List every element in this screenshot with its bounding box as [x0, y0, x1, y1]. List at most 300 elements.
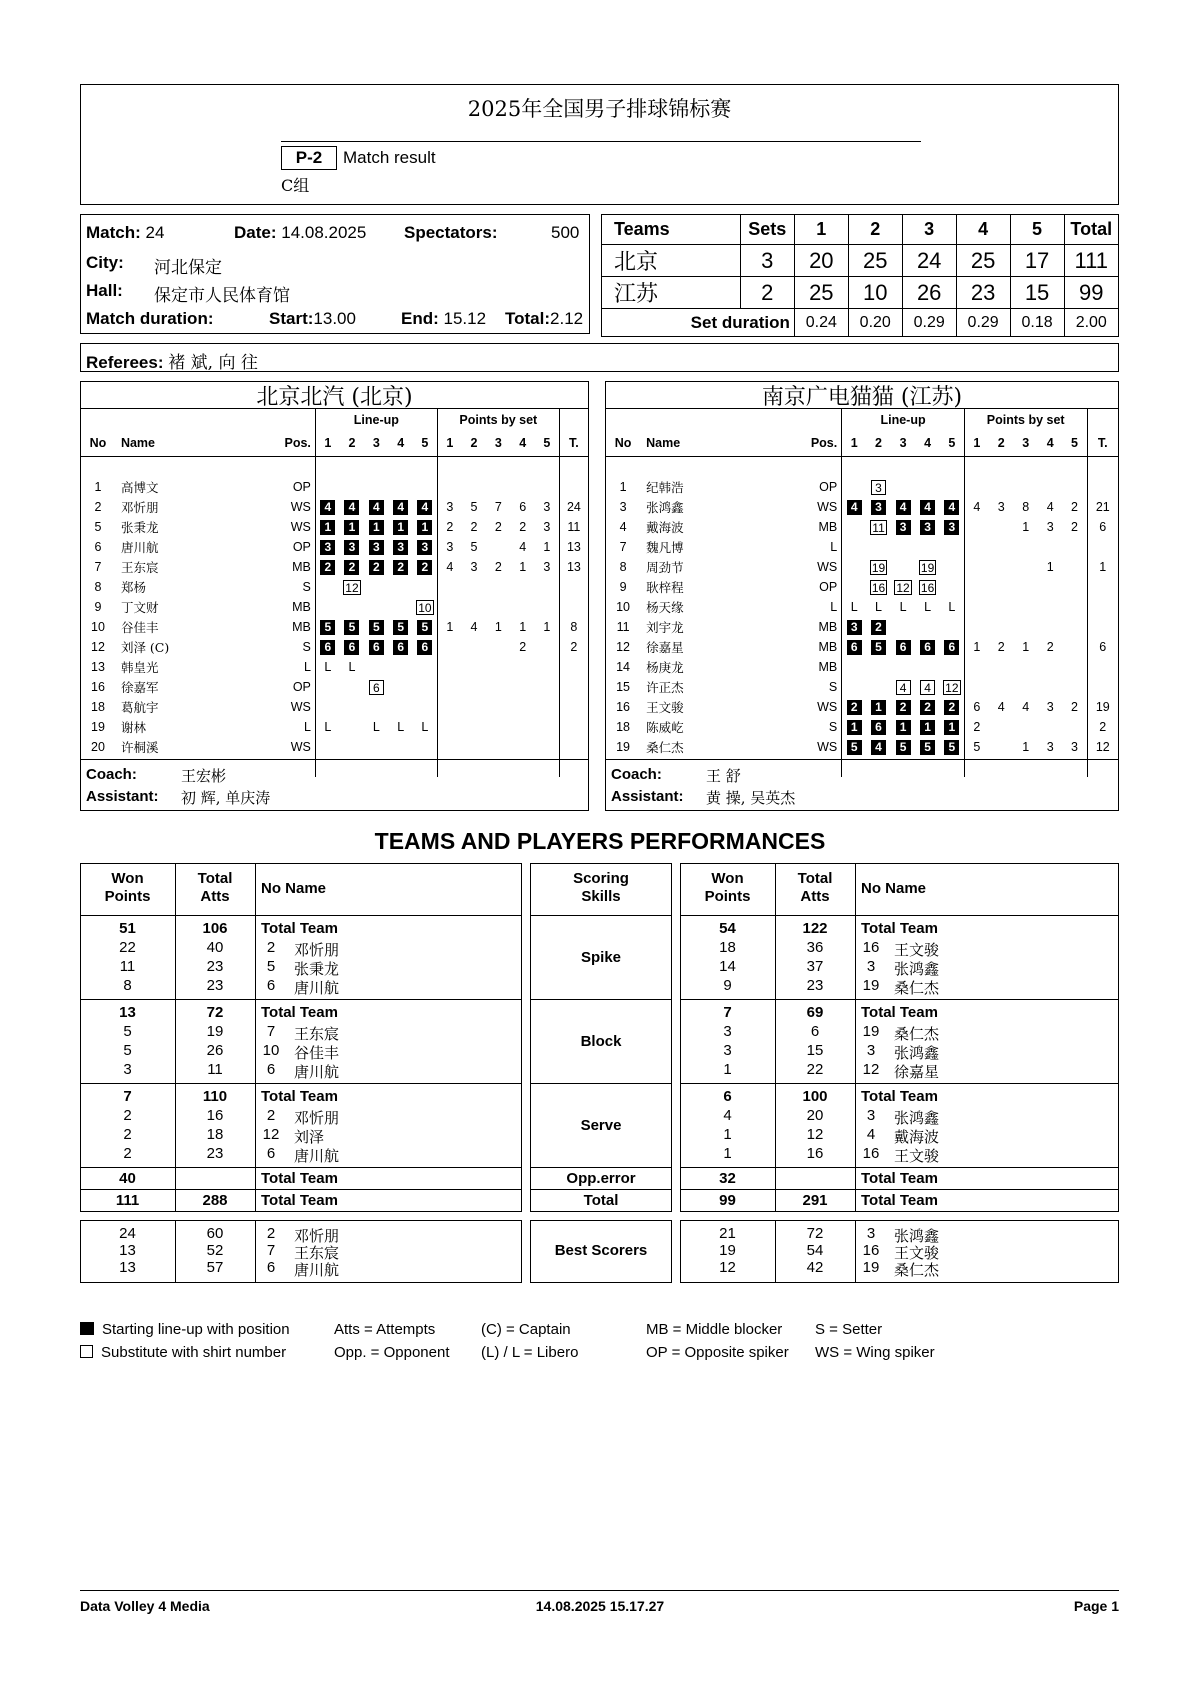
lineup-cell [891, 697, 916, 717]
starting-position-box: 2 [920, 700, 935, 715]
lineup-cell [940, 617, 965, 637]
player-row [606, 597, 1118, 617]
lineup-cell [315, 577, 339, 597]
set-points-cell [1063, 617, 1088, 637]
column-header: 1 [437, 431, 461, 457]
lineup-cell [389, 697, 413, 717]
lineup-cell [340, 617, 364, 637]
player-name-cell: 唐川航 [294, 1063, 340, 1081]
player-number: 10 [91, 620, 105, 634]
lineup-cell [389, 637, 413, 657]
best-player-name: 唐川航 [294, 1261, 340, 1279]
player-number-cell: 19 [862, 1023, 880, 1040]
set-points-cell [1013, 477, 1038, 497]
player-row [606, 737, 1118, 757]
lineup-cell [413, 597, 437, 617]
starting-position-box: 5 [847, 740, 862, 755]
starting-position-box: 1 [896, 720, 911, 735]
best-atts-cell: 57 [206, 1259, 224, 1276]
lineup-cell [340, 677, 364, 697]
column-header: 2 [875, 436, 882, 451]
set-points-cell [437, 597, 461, 617]
set-points-cell [989, 537, 1014, 557]
won-points-cell: 7 [723, 1004, 732, 1021]
set-points-cell [1013, 617, 1038, 637]
set-points-cell: 1 [1022, 640, 1030, 654]
column-header: T. [559, 431, 588, 457]
set-points-cell: 2 [1071, 520, 1078, 534]
player-name: 桑仁杰 [646, 740, 684, 755]
starting-position-box: 3 [393, 540, 408, 555]
player-total-points [1087, 597, 1118, 617]
lineup-cell [915, 597, 940, 617]
set-points-cell [1038, 677, 1063, 697]
player-number-cell: 6 [266, 1061, 276, 1078]
set-points-cell: 3 [543, 560, 551, 574]
lineup-cell [364, 577, 388, 597]
set-points-cell [1063, 677, 1088, 697]
set-points-cell [511, 577, 535, 597]
lineup-cell [842, 677, 867, 697]
lineup-cell [915, 497, 940, 517]
player-name: 高博文 [120, 480, 159, 495]
player-position: WS [817, 500, 838, 514]
starting-position-box: 6 [393, 640, 408, 655]
report-code: P-2 [281, 146, 337, 170]
substitute-number-box: 10 [418, 600, 432, 615]
lineup-cell [915, 557, 940, 577]
set-points-cell [1038, 477, 1063, 497]
set-points-cell [535, 657, 559, 677]
starting-position-box: 2 [944, 700, 959, 715]
lineup-cell [866, 697, 891, 717]
set-duration-cell: 2.00 [1064, 309, 1118, 337]
player-row [606, 657, 1118, 677]
starting-position-box: 4 [871, 740, 886, 755]
set-points-cell [437, 717, 461, 737]
set-points-cell [989, 517, 1014, 537]
lineup-cell [364, 497, 388, 517]
player-position: MB [292, 600, 311, 614]
lineup-cell [389, 717, 413, 737]
score-header-teams: Teams [602, 215, 741, 245]
best-player-number: 2 [266, 1225, 276, 1242]
performances-title: TEAMS AND PLAYERS PERFORMANCES [374, 828, 826, 854]
player-total-points: 24 [559, 497, 588, 517]
player-total-points: 6 [1087, 517, 1118, 537]
set-points-cell: 3 [437, 537, 461, 557]
set-points-cell [1013, 677, 1038, 697]
legend-setter: S = Setter [815, 1321, 883, 1338]
lineup-cell [364, 597, 388, 617]
substitute-number-box: 4 [896, 680, 911, 695]
player-name-cell: 王文骏 [894, 941, 940, 959]
lineup-cell [340, 697, 364, 717]
set-duration-cell: 0.29 [902, 309, 956, 337]
player-number: 3 [619, 500, 627, 514]
player-row [606, 697, 1118, 717]
player-row [606, 717, 1118, 737]
set-points-cell [1013, 597, 1038, 617]
lineup-cell [315, 537, 339, 557]
column-header: Name [120, 436, 155, 451]
libero-mark: L [924, 600, 932, 614]
set-duration-cell: 0.24 [794, 309, 848, 337]
end-time: 15.12 [443, 309, 487, 328]
coach-name: 王宏彬 [181, 767, 227, 785]
lineup-cell [842, 737, 867, 757]
lineup-cell [842, 697, 867, 717]
player-row [81, 697, 588, 717]
player-number: 1 [619, 480, 627, 494]
lineup-cell [413, 517, 437, 537]
player-number-cell: 19 [862, 977, 880, 994]
player-number: 18 [91, 700, 105, 714]
player-name: 杨庚龙 [646, 660, 684, 675]
player-number: 5 [94, 520, 102, 534]
player-name-cell: 唐川航 [294, 1147, 340, 1165]
coach-divider [606, 759, 1118, 760]
team-name: 北京北汽 (北京) [256, 385, 413, 410]
score-cell: 17 [1010, 245, 1064, 277]
set-points-cell: 2 [997, 640, 1005, 654]
lineup-cell [866, 577, 891, 597]
lineup-cell [940, 497, 965, 517]
player-number: 8 [94, 580, 102, 594]
set-points-cell [1063, 717, 1088, 737]
won-points-cell: 5 [123, 1042, 132, 1059]
column-header: Pos. [284, 436, 311, 451]
best-player-name: 邓忻朋 [294, 1227, 340, 1245]
player-total-points: 2 [1087, 717, 1118, 737]
total-atts-cell: 23 [206, 977, 224, 994]
lineup-cell [842, 557, 867, 577]
referees-box [80, 343, 1119, 372]
best-points-cell: 13 [119, 1259, 136, 1276]
lineup-cell [842, 617, 867, 637]
lineup-cell [866, 717, 891, 737]
set-points-cell [964, 537, 989, 557]
won-points-cell: 14 [719, 958, 736, 975]
player-name-cell: 徐嘉星 [894, 1063, 940, 1081]
best-atts-cell: 42 [806, 1259, 824, 1276]
player-name-cell: 桑仁杰 [894, 979, 940, 997]
player-number: 7 [94, 560, 102, 574]
skill-label: Block [580, 1033, 622, 1050]
lineup-cell [315, 717, 339, 737]
set-points-cell [1063, 557, 1088, 577]
player-name: 陈威屹 [646, 720, 684, 735]
player-row [81, 637, 588, 657]
set-points-cell [989, 597, 1014, 617]
total-team-label: Total Team [861, 1170, 938, 1187]
best-atts-cell: 72 [806, 1225, 824, 1242]
player-name: 唐川航 [120, 540, 159, 555]
lineup-cell [940, 737, 965, 757]
player-position: MB [818, 640, 838, 654]
lineup-cell [364, 697, 388, 717]
lineup-cell [315, 697, 339, 717]
lineup-cell [364, 717, 388, 737]
set-points-cell: 3 [1071, 740, 1078, 754]
set-points-cell: 8 [1022, 500, 1030, 514]
lineup-cell [842, 637, 867, 657]
score-cell: 10 [848, 277, 902, 309]
starting-position-box: 6 [920, 640, 935, 655]
set-points-cell [1063, 637, 1088, 657]
starting-position-box: 5 [320, 620, 335, 635]
lineup-cell [315, 557, 339, 577]
won-points-cell: 8 [123, 977, 132, 994]
player-position: WS [290, 700, 311, 714]
won-points-cell: 99 [719, 1192, 736, 1209]
lineup-cell [842, 477, 867, 497]
player-position: S [302, 580, 311, 594]
player-number: 10 [616, 600, 631, 614]
set-points-cell: 3 [543, 520, 551, 534]
player-number: 2 [94, 500, 102, 514]
player-row [81, 557, 588, 577]
set-points-cell: 2 [1071, 700, 1078, 714]
total-atts-cell: 6 [810, 1023, 820, 1040]
coach-label: Coach: [86, 766, 137, 783]
lineup-cell [413, 617, 437, 637]
player-name: 王文骏 [646, 700, 684, 715]
group-label: C组 [281, 176, 310, 195]
set-points-cell [535, 697, 559, 717]
player-number: 9 [94, 600, 102, 614]
won-points-cell: 5 [123, 1023, 132, 1040]
lineup-cell [315, 617, 339, 637]
set-points-cell: 1 [519, 620, 527, 634]
best-atts-cell: 54 [806, 1242, 824, 1259]
player-row [81, 497, 588, 517]
footer-center: 14.08.2025 15.17.27 [535, 1598, 665, 1614]
set-points-cell [437, 577, 461, 597]
player-row [606, 637, 1118, 657]
set-points-cell: 1 [964, 637, 989, 657]
legend-substitute-text: Substitute with shirt number [101, 1344, 287, 1361]
total-atts-cell: 291 [802, 1192, 828, 1209]
lineup-cell [413, 657, 437, 677]
lineup-cell [842, 537, 867, 557]
player-row [606, 477, 1118, 497]
score-header-total: Total [1064, 215, 1118, 245]
lineup-cell [364, 657, 388, 677]
lineup-cell [315, 477, 339, 497]
total-atts-cell: 72 [206, 1004, 224, 1021]
player-number-cell: 16 [862, 1145, 880, 1162]
set-points-cell: 4 [964, 497, 989, 517]
set-points-cell [989, 577, 1014, 597]
total-team-label: Total Team [261, 1170, 338, 1187]
score-header-set4: 4 [956, 215, 1010, 245]
legend-op: OP = Opposite spiker [646, 1344, 789, 1361]
total-team-label: Total Team [261, 1088, 338, 1105]
lineup-cell [364, 677, 388, 697]
lineup-cell [866, 477, 891, 497]
starting-position-box: 3 [320, 540, 335, 555]
player-name: 许桐溪 [120, 740, 159, 755]
lineup-cell [340, 597, 364, 617]
score-cell: 15 [1010, 277, 1064, 309]
footer-right: Page 1 [1073, 1598, 1119, 1614]
set-points-cell [486, 697, 510, 717]
player-number: 11 [616, 620, 630, 634]
footer-rule [80, 1590, 1119, 1591]
set-points-cell [989, 557, 1014, 577]
player-name: 葛航宇 [120, 700, 159, 715]
group-header-row [606, 409, 1118, 431]
lineup-cell [389, 657, 413, 677]
libero-mark: L [421, 720, 429, 734]
column-header: 1 [842, 431, 867, 457]
lineup-cell [891, 577, 916, 597]
libero-mark: L [324, 720, 332, 734]
set-points-cell: 6 [964, 697, 989, 717]
score-cell: 99 [1064, 277, 1118, 309]
total-atts-cell: 26 [206, 1042, 224, 1059]
set-points-cell [462, 577, 486, 597]
lineup-cell [915, 737, 940, 757]
lineup-cell [940, 557, 965, 577]
player-number: 14 [616, 660, 631, 674]
player-row [606, 677, 1118, 697]
lineup-cell [340, 537, 364, 557]
won-points-cell: 40 [119, 1170, 136, 1187]
set-points-cell [437, 657, 461, 677]
column-header: No [614, 436, 632, 451]
set-points-cell [462, 597, 486, 617]
set-points-cell [511, 677, 535, 697]
player-name: 耿梓程 [646, 580, 684, 595]
set-points-cell [462, 677, 486, 697]
lineup-cell [389, 577, 413, 597]
player-total-points: 1 [1087, 557, 1118, 577]
set-points-cell [462, 657, 486, 677]
starting-position-box: 1 [944, 720, 959, 735]
set-points-cell [486, 717, 510, 737]
total-atts-cell: 122 [802, 920, 828, 937]
player-position: L [303, 720, 311, 734]
score-team-name: 江苏 [602, 277, 741, 309]
substitute-number-box: 12 [345, 580, 359, 595]
no-name-header: No Name [861, 880, 927, 897]
score-team-name: 北京 [602, 245, 741, 277]
player-row [606, 517, 1118, 537]
player-position: MB [292, 620, 311, 634]
player-name: 丁文财 [120, 600, 159, 615]
lineup-cell [413, 697, 437, 717]
set-points-cell [511, 597, 535, 617]
player-position: L [830, 600, 838, 614]
lineup-cell [940, 697, 965, 717]
set-points-cell: 4 [997, 700, 1005, 714]
lineup-cell [389, 557, 413, 577]
player-number: 12 [91, 640, 105, 654]
total-team-label: Total Team [861, 1088, 938, 1105]
best-player-number: 19 [862, 1259, 880, 1276]
starting-position-box: 4 [369, 500, 384, 515]
starting-position-box: 6 [871, 720, 886, 735]
player-number-cell: 3 [866, 1042, 876, 1059]
set-points-cell [964, 617, 989, 637]
won-points-cell: 32 [719, 1170, 736, 1187]
player-name: 郑杨 [120, 580, 146, 595]
substitute-number-box: 3 [871, 480, 886, 495]
lineup-cell [891, 677, 916, 697]
legend-substitute [80, 1344, 286, 1361]
player-name: 韩皇光 [120, 660, 159, 675]
set-points-cell [437, 477, 461, 497]
city-value: 河北保定 [154, 258, 222, 278]
libero-mark: L [348, 660, 356, 674]
skill-label: Opp.error [566, 1170, 636, 1187]
lineup-cell [413, 477, 437, 497]
score-cell: 111 [1064, 245, 1118, 277]
set-points-cell [964, 577, 989, 597]
assistant-label: Assistant: [611, 788, 684, 805]
lineup-cell [891, 537, 916, 557]
column-header: Pos. [810, 436, 838, 451]
player-position: OP [819, 580, 838, 594]
won-points-header: Won Points [104, 870, 151, 905]
player-name-cell: 张秉龙 [294, 960, 340, 978]
score-cell: 3 [740, 245, 794, 277]
starting-position-box: 1 [417, 520, 432, 535]
lineup-cell [340, 477, 364, 497]
player-name: 刘宇龙 [646, 620, 684, 635]
starting-position-box: 5 [944, 740, 959, 755]
referees-label: Referees: [86, 353, 164, 372]
starting-position-box: 2 [871, 620, 886, 635]
libero-mark: L [875, 600, 882, 614]
score-cell: 26 [902, 277, 956, 309]
libero-mark: L [899, 600, 907, 614]
substitute-number-box: 12 [896, 580, 910, 595]
lineup-cell [315, 597, 339, 617]
coach-label: Coach: [611, 766, 662, 783]
total-team-label: Total Team [261, 1192, 338, 1209]
best-player-name: 王文骏 [894, 1244, 940, 1262]
column-header: Name [646, 436, 681, 451]
lineup-cell [842, 577, 867, 597]
set-points-cell: 3 [1046, 520, 1054, 534]
column-header: 2 [348, 436, 356, 451]
lineup-cell [866, 557, 891, 577]
legend-atts: Atts = Attempts [334, 1321, 436, 1338]
set-points-cell [964, 517, 989, 537]
skill-label: Serve [580, 1117, 622, 1134]
lineup-cell [842, 497, 867, 517]
lineup-cell [915, 617, 940, 637]
won-points-cell: 1 [723, 1145, 732, 1162]
set-points-cell [486, 537, 510, 557]
set-duration-row [602, 309, 1119, 337]
set-points-cell [1038, 617, 1063, 637]
lineup-cell [940, 517, 965, 537]
lineup-cell [891, 497, 916, 517]
starting-position-box: 2 [417, 560, 432, 575]
best-player-number: 6 [266, 1259, 276, 1276]
starting-position-box: 3 [344, 540, 359, 555]
player-position: L [303, 660, 311, 674]
player-name: 徐嘉星 [646, 640, 684, 655]
starting-position-box: 6 [320, 640, 335, 655]
score-cell: 24 [902, 245, 956, 277]
skill-label: Total [583, 1192, 619, 1209]
set-points-cell [462, 637, 486, 657]
